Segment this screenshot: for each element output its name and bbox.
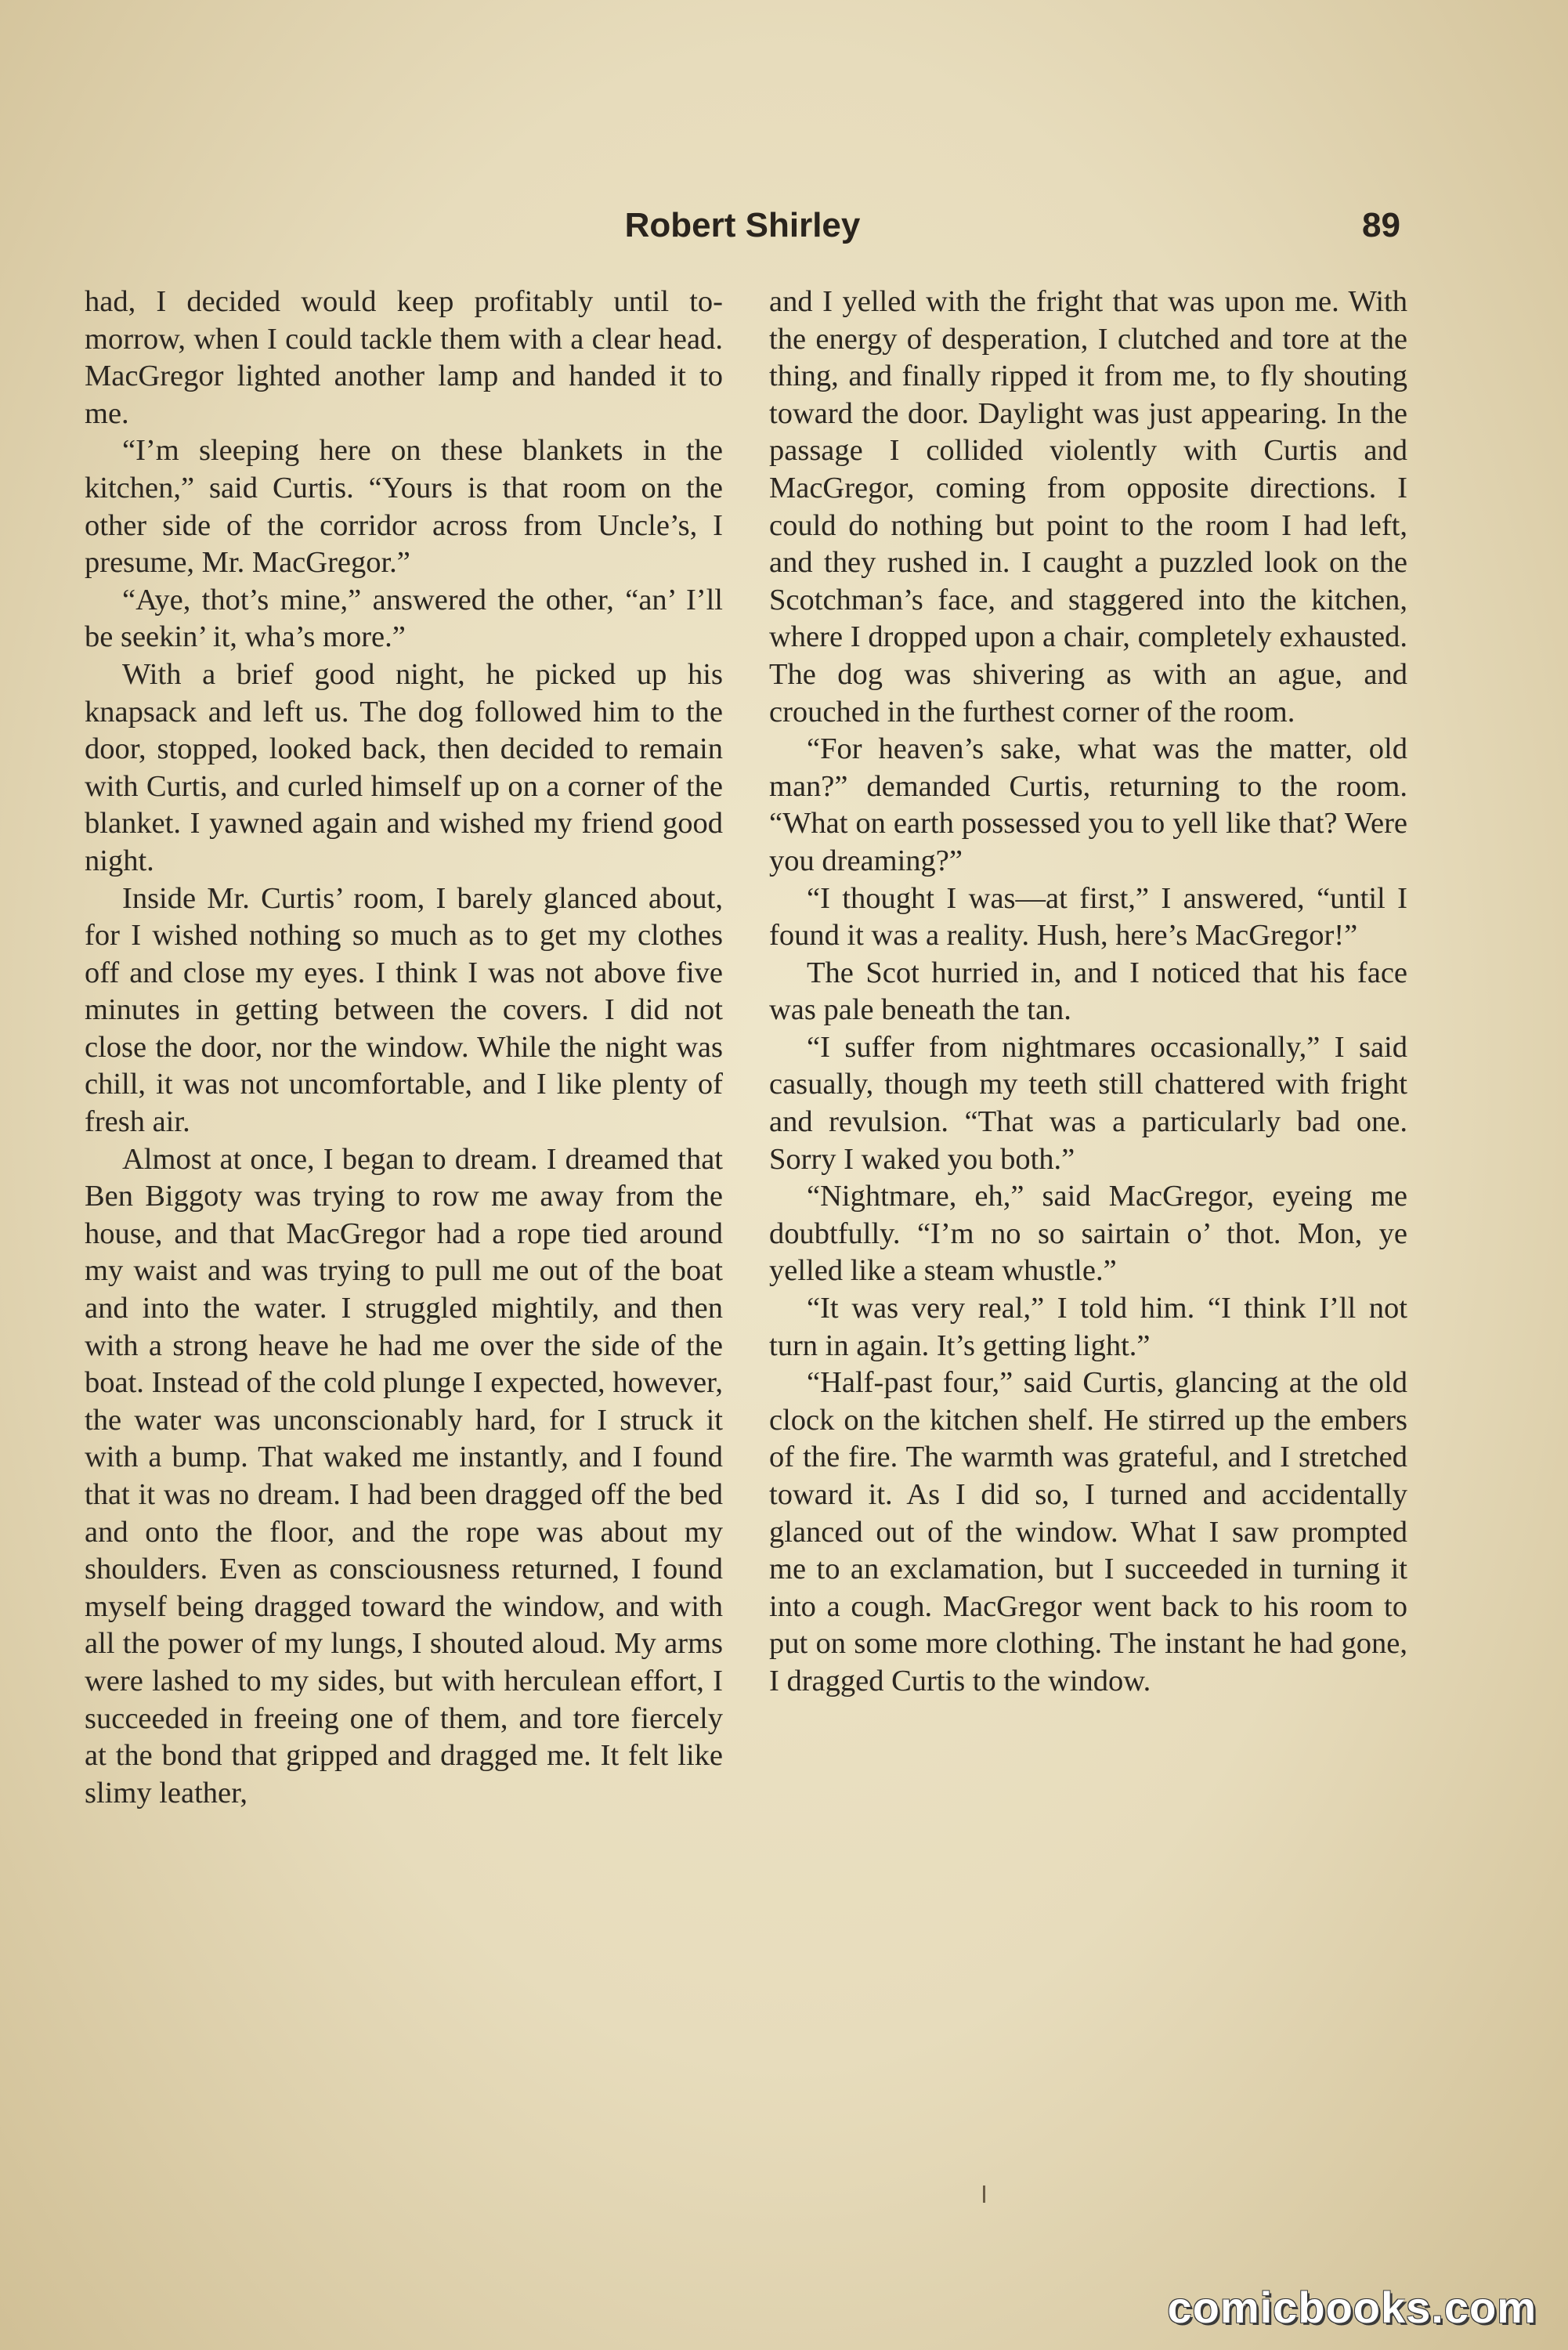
paragraph: “I suffer from nightmares occasionally,” I said casually, though my teeth still chattered with fright and revulsion. “That was a particularly bad one. Sorry I waked you both.” <box>769 1030 1407 1176</box>
right-column <box>769 284 1407 1701</box>
running-title: Robert Shirley <box>624 206 861 244</box>
ink-mark <box>983 2186 985 2203</box>
watermark: comicbooks.com <box>1167 2283 1537 2332</box>
paragraph: and I yelled with the fright that was upon me. With the energy of desperation, I clutched and tore at the thing, and finally ripped it from me, to fly shouting toward the door. Daylight was just appearing. In the passage I collided violently with Curtis and MacGregor, coming from opposite directions. I could do nothing but point to the room I had left, and they rushed in. I caught a puzzled look on the Scotchman’s face, and staggered into the kitchen, where I dropped upon a chair, completely exhausted. The dog was shivering as with an ague, and crouched in the furthest corner of the room. <box>769 285 1407 728</box>
paragraph: “Half-past four,” said Curtis, glancing at the old clock on the kitchen shelf. He stirred up the embers of the fire. The warmth was grateful, and I stretched toward it. As I did so, I turned and accidentally glanced out of the window. What I saw prompted me to an exclamation, but I succeeded in turning it into a cough. MacGregor went back to his room to put on some more clothing. The instant he had gone, I dragged Curtis to the window. <box>769 1366 1407 1697</box>
paragraph: “I thought I was—at first,” I answered, “until I found it was a reality. Hush, here’s MacGregor!” <box>769 881 1407 953</box>
paragraph: “Nightmare, eh,” said MacGregor, eyeing me doubtfully. “I’m no so sairtain o’ thot. Mon, ye yelled like a steam whustle.” <box>769 1180 1407 1288</box>
paragraph: “Aye, thot’s mine,” answered the other, “an’ I’ll be seekin’ it, wha’s more.” <box>85 583 723 654</box>
paragraph: Almost at once, I began to dream. I dreamed that Ben Biggoty was trying to row me away from the house, and that MacGregor had a rope tied around my waist and was trying to pull me out of the boat and into the water. I struggled mightily, and then with a strong heave he had me over the side of the boat. Instead of the cold plunge I expected, however, the water was unconscionably hard, for I struck it with a bump. That waked me instantly, and I found that it was no dream. I had been dragged off the bed and onto the floor, and the rope was about my shoulders. Even as consciousness returned, I found myself being dragged toward the window, and with all the power of my lungs, I shouted aloud. My arms were lashed to my sides, but with herculean effort, I succeeded in freeing one of them, and tore fiercely at the bond that gripped and dragged me. It felt like slimy leather, <box>85 1142 723 1810</box>
page-number: 89 <box>1362 206 1400 244</box>
page-header <box>85 202 1400 249</box>
left-column <box>85 284 723 1812</box>
paragraph: “I’m sleeping here on these blankets in the kitchen,” said Curtis. “Yours is that room on the other side of the corridor across from Uncle’s, I presume, Mr. MacGregor.” <box>85 434 723 580</box>
paragraph: Inside Mr. Curtis’ room, I barely glanced about, for I wished nothing so much as to get my clothes off and close my eyes. I think I was not above five minutes in getting between the covers. I did not close the door, nor the window. While the night was chill, it was not uncomfortable, and I like plenty of fresh air. <box>85 881 723 1139</box>
paragraph: “For heaven’s sake, what was the matter, old man?” demanded Curtis, returning to the room. “What on earth possessed you to yell like that? Were you dreaming?” <box>769 732 1407 877</box>
paragraph: The Scot hurried in, and I noticed that his face was pale beneath the tan. <box>769 956 1407 1027</box>
paragraph: With a brief good night, he picked up his knapsack and left us. The dog followed him to the door, stopped, looked back, then decided to remain with Curtis, and curled himself up on a corner of the blanket. I yawned again and wished my friend good night. <box>85 657 723 877</box>
paragraph: had, I decided would keep profitably until to-morrow, when I could tackle them with a clear head. MacGregor lighted another lamp and handed it to me. <box>85 285 723 430</box>
paragraph: “It was very real,” I told him. “I think I’ll not turn in again. It’s getting light.” <box>769 1292 1407 1362</box>
